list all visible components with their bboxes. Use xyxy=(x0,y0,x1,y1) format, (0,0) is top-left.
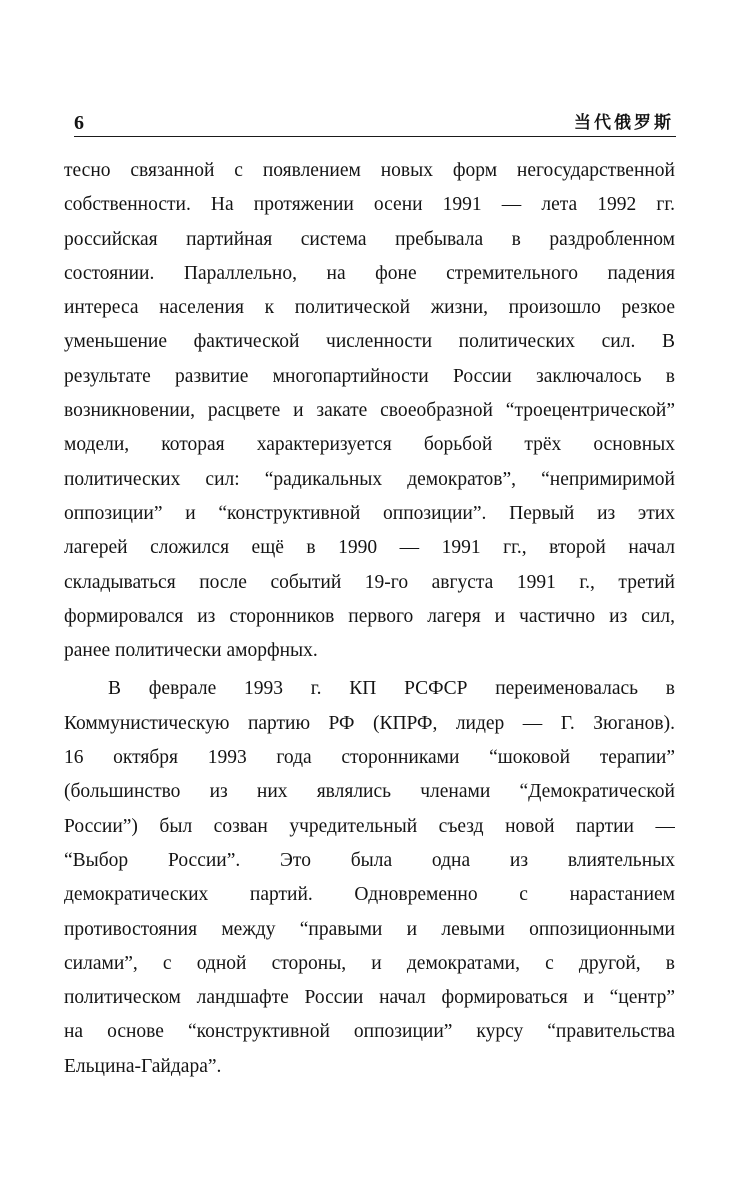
text-line: “Выбор России”. Это была одна из влиятельных xyxy=(64,849,675,871)
text-line: политических сил: “радикальных демократов”, “непримиримой xyxy=(64,468,675,490)
page-number: 6 xyxy=(74,112,84,134)
page-header xyxy=(74,112,676,134)
text-line: ранее политически аморфных. xyxy=(64,640,318,662)
text-line: Коммунистическую партию РФ (КПРФ, лидер — Г. Зюганов). xyxy=(64,712,675,734)
text-line: Ельцина-Гайдара”. xyxy=(64,1055,222,1077)
text-line: результате развитие многопартийности России заключалось в xyxy=(64,365,675,387)
text-line: уменьшение фактической численности политических сил. В xyxy=(64,331,675,353)
text-line: модели, которая характеризуется борьбой трёх основных xyxy=(64,434,675,456)
text-line: оппозиции” и “конструктивной оппозиции”. Первый из этих xyxy=(64,502,675,524)
text-line: формировался из сторонников первого лагеря и частично из сил, xyxy=(64,605,675,627)
running-title: 当代俄罗斯 xyxy=(574,113,674,133)
text-line: российская партийная система пребывала в раздробленном xyxy=(64,228,675,250)
text-line: тесно связанной с появлением новых форм негосударственной xyxy=(64,160,675,181)
text-line: силами”, с одной стороны, и демократами, с другой, в xyxy=(64,952,675,974)
paragraph xyxy=(64,672,675,1084)
paragraph xyxy=(64,154,675,668)
text-line: состоянии. Параллельно, на фоне стремительного падения xyxy=(64,262,675,284)
text-line: противостояния между “правыми и левыми оппозиционными xyxy=(64,918,675,940)
text-line: политическом ландшафте России начал формироваться и “центр” xyxy=(64,987,675,1009)
text-line: складываться после событий 19-го августа 1991 г., третий xyxy=(64,571,675,593)
text-line: возникновении, расцвете и закате своеобразной “троецентрической” xyxy=(64,400,675,422)
text-line: 16 октября 1993 года сторонниками “шоковой терапии” xyxy=(64,747,675,769)
header-divider xyxy=(74,136,676,137)
text-line: В феврале 1993 г. КП РСФСР переименовалась в xyxy=(108,678,675,700)
text-line: (большинство из них являлись членами “Демократической xyxy=(64,781,675,803)
text-line: собственности. На протяжении осени 1991 — лета 1992 гг. xyxy=(64,194,675,216)
body-text xyxy=(64,154,675,1084)
text-line: интереса населения к политической жизни, произошло резкое xyxy=(64,297,675,319)
text-line: России”) был созван учредительный съезд новой партии — xyxy=(64,815,675,837)
text-line: лагерей сложился ещё в 1990 — 1991 гг., второй начал xyxy=(64,537,675,559)
text-line: на основе “конструктивной оппозиции” курсу “правительства xyxy=(64,1021,675,1043)
text-line: демократических партий. Одновременно с нарастанием xyxy=(64,884,675,906)
